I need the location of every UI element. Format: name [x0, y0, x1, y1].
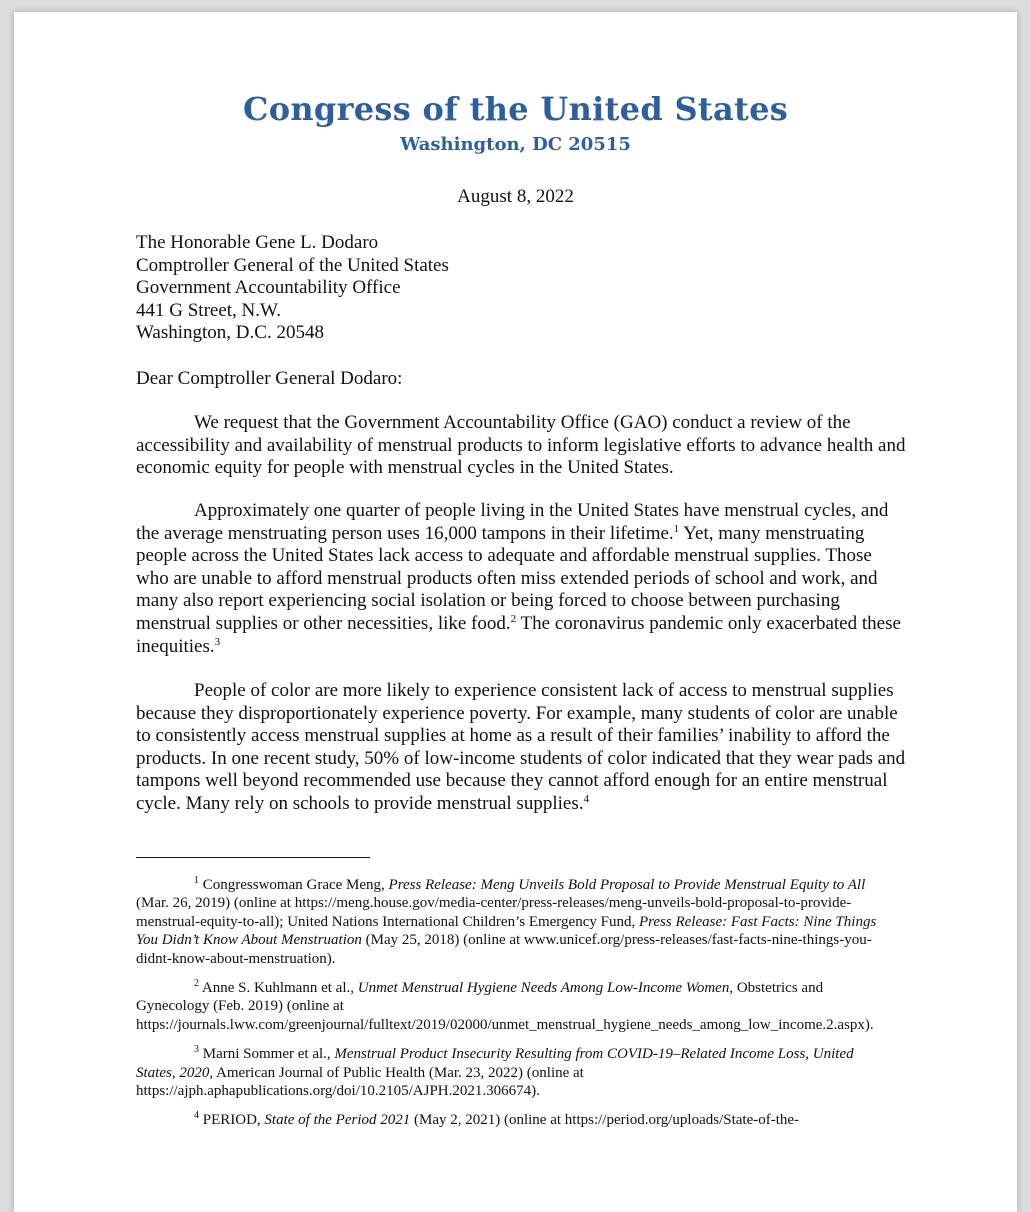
- footnote-ref-4[interactable]: 4: [583, 792, 589, 805]
- address-line: 441 G Street, N.W.: [136, 299, 281, 321]
- address-line: The Honorable Gene L. Dodaro: [136, 232, 379, 253]
- footnote-text: PERIOD,: [199, 1112, 265, 1129]
- recipient-address: [136, 232, 449, 345]
- body-paragraph-3: [136, 680, 906, 816]
- footnote-text: , American Journal of Public Health (Mar. 23, 2022) (online at https://ajph.aphapublications.org/doi/10.2105/AJPH.2021.306674).: [136, 1064, 584, 1100]
- footnote-text: (May 2, 2021) (online at https://period.org/uploads/State-of-the-: [410, 1112, 800, 1129]
- footnote-text: , Obstetrics and Gynecology (Feb. 2019) (online at https://journals.lww.com/greenjournal/fulltext/2019/02000/unmet_menstrual_hygiene_needs_among_low_income.2.aspx).: [136, 980, 874, 1033]
- footnote-divider: [136, 857, 370, 858]
- footnote-2: [136, 979, 888, 1034]
- paragraph-text: Approximately one quarter of people living in the United States have menstrual cycles, and the average menstruating person uses 16,000 tampons in their lifetime.: [136, 500, 889, 544]
- footnote-number: 1: [194, 875, 199, 886]
- footnotes: [136, 876, 888, 1141]
- address-line: Government Accountability Office: [136, 277, 401, 298]
- footnote-text: (May 25, 2018) (online at www.unicef.org/press-releases/fast-facts-nine-things-you-didnt-know-about-menstruation).: [136, 932, 872, 967]
- body-paragraph-2: [136, 500, 906, 658]
- paragraph-text: People of color are more likely to experience consistent lack of access to menstrual supplies because they disproportionately experience poverty. For example, many students of color are unable to consistently access menstrual supplies at home as a result of their families’ inability to afford the products. In one recent study, 50% of low-income students of color indicated that they wear pads and tampons well beyond recommended use because they cannot afford enough for an entire menstrual cycle. Many rely on schools to provide menstrual supplies.: [136, 680, 906, 814]
- salutation: Dear Comptroller General Dodaro:: [136, 368, 403, 389]
- footnote-ref-2[interactable]: 2: [510, 612, 517, 625]
- footnote-title: Menstrual Product Insecurity Resulting from COVID-19–Related Income Loss, United States, 2020: [136, 1046, 854, 1081]
- footnote-title: State of the Period 2021: [264, 1112, 411, 1129]
- footnote-text: Congresswoman Grace Meng,: [199, 877, 389, 893]
- paragraph-text: The coronavirus pandemic only exacerbated these inequities.: [136, 612, 901, 657]
- footnote-title: Press Release: Meng Unveils Bold Proposal to Provide Menstrual Equity to All: [388, 877, 866, 893]
- footnote-text: (Mar. 26, 2019) (online at https://meng.house.gov/media-center/press-releases/meng-unveils-bold-proposal-to-provide-menstrual-equity-to-all); United Nations International Children’s Emergency Fund,: [136, 895, 852, 930]
- footnote-ref-3[interactable]: 3: [214, 635, 221, 648]
- footnote-4: [136, 1111, 888, 1129]
- footnote-title: Unmet Menstrual Hygiene Needs Among Low-Income Women: [357, 980, 730, 997]
- paragraph-text: We request that the Government Accountability Office (GAO) conduct a review of the accessibility and availability of menstrual products to inform legislative efforts to advance health and economic equity for people with menstrual cycles in the United States.: [136, 412, 906, 479]
- letterhead-title: Congress of the United States: [242, 90, 789, 128]
- body-paragraph-1: [136, 412, 906, 480]
- paragraph-text: Yet, many menstruating people across the United States lack access to adequate and affordable menstrual supplies. Those who are unable to afford menstrual products often miss extended periods of school and work, and many also report experiencing social isolation or being forced to choose between purchasing menstrual supplies or other necessities, like food.: [136, 522, 878, 634]
- footnote-1: [136, 876, 888, 968]
- letter-date: August 8, 2022: [457, 186, 574, 207]
- footnote-number: 4: [194, 1110, 199, 1122]
- address-line: Washington, D.C. 20548: [136, 322, 324, 343]
- footnote-text: Anne S. Kuhlmann et al.,: [199, 980, 358, 997]
- footnote-ref-1[interactable]: 1: [673, 522, 680, 535]
- footnote-text: Marni Sommer et al.,: [199, 1046, 335, 1063]
- letterhead-subtitle: Washington, DC 20515: [400, 134, 631, 155]
- footnote-title: Press Release: Fast Facts: Nine Things You Didn’t Know About Menstruation: [136, 913, 877, 949]
- footnote-number: 3: [194, 1044, 199, 1056]
- footnote-3: [136, 1045, 888, 1100]
- footnote-number: 2: [194, 978, 199, 990]
- address-line: Comptroller General of the United States: [136, 254, 449, 276]
